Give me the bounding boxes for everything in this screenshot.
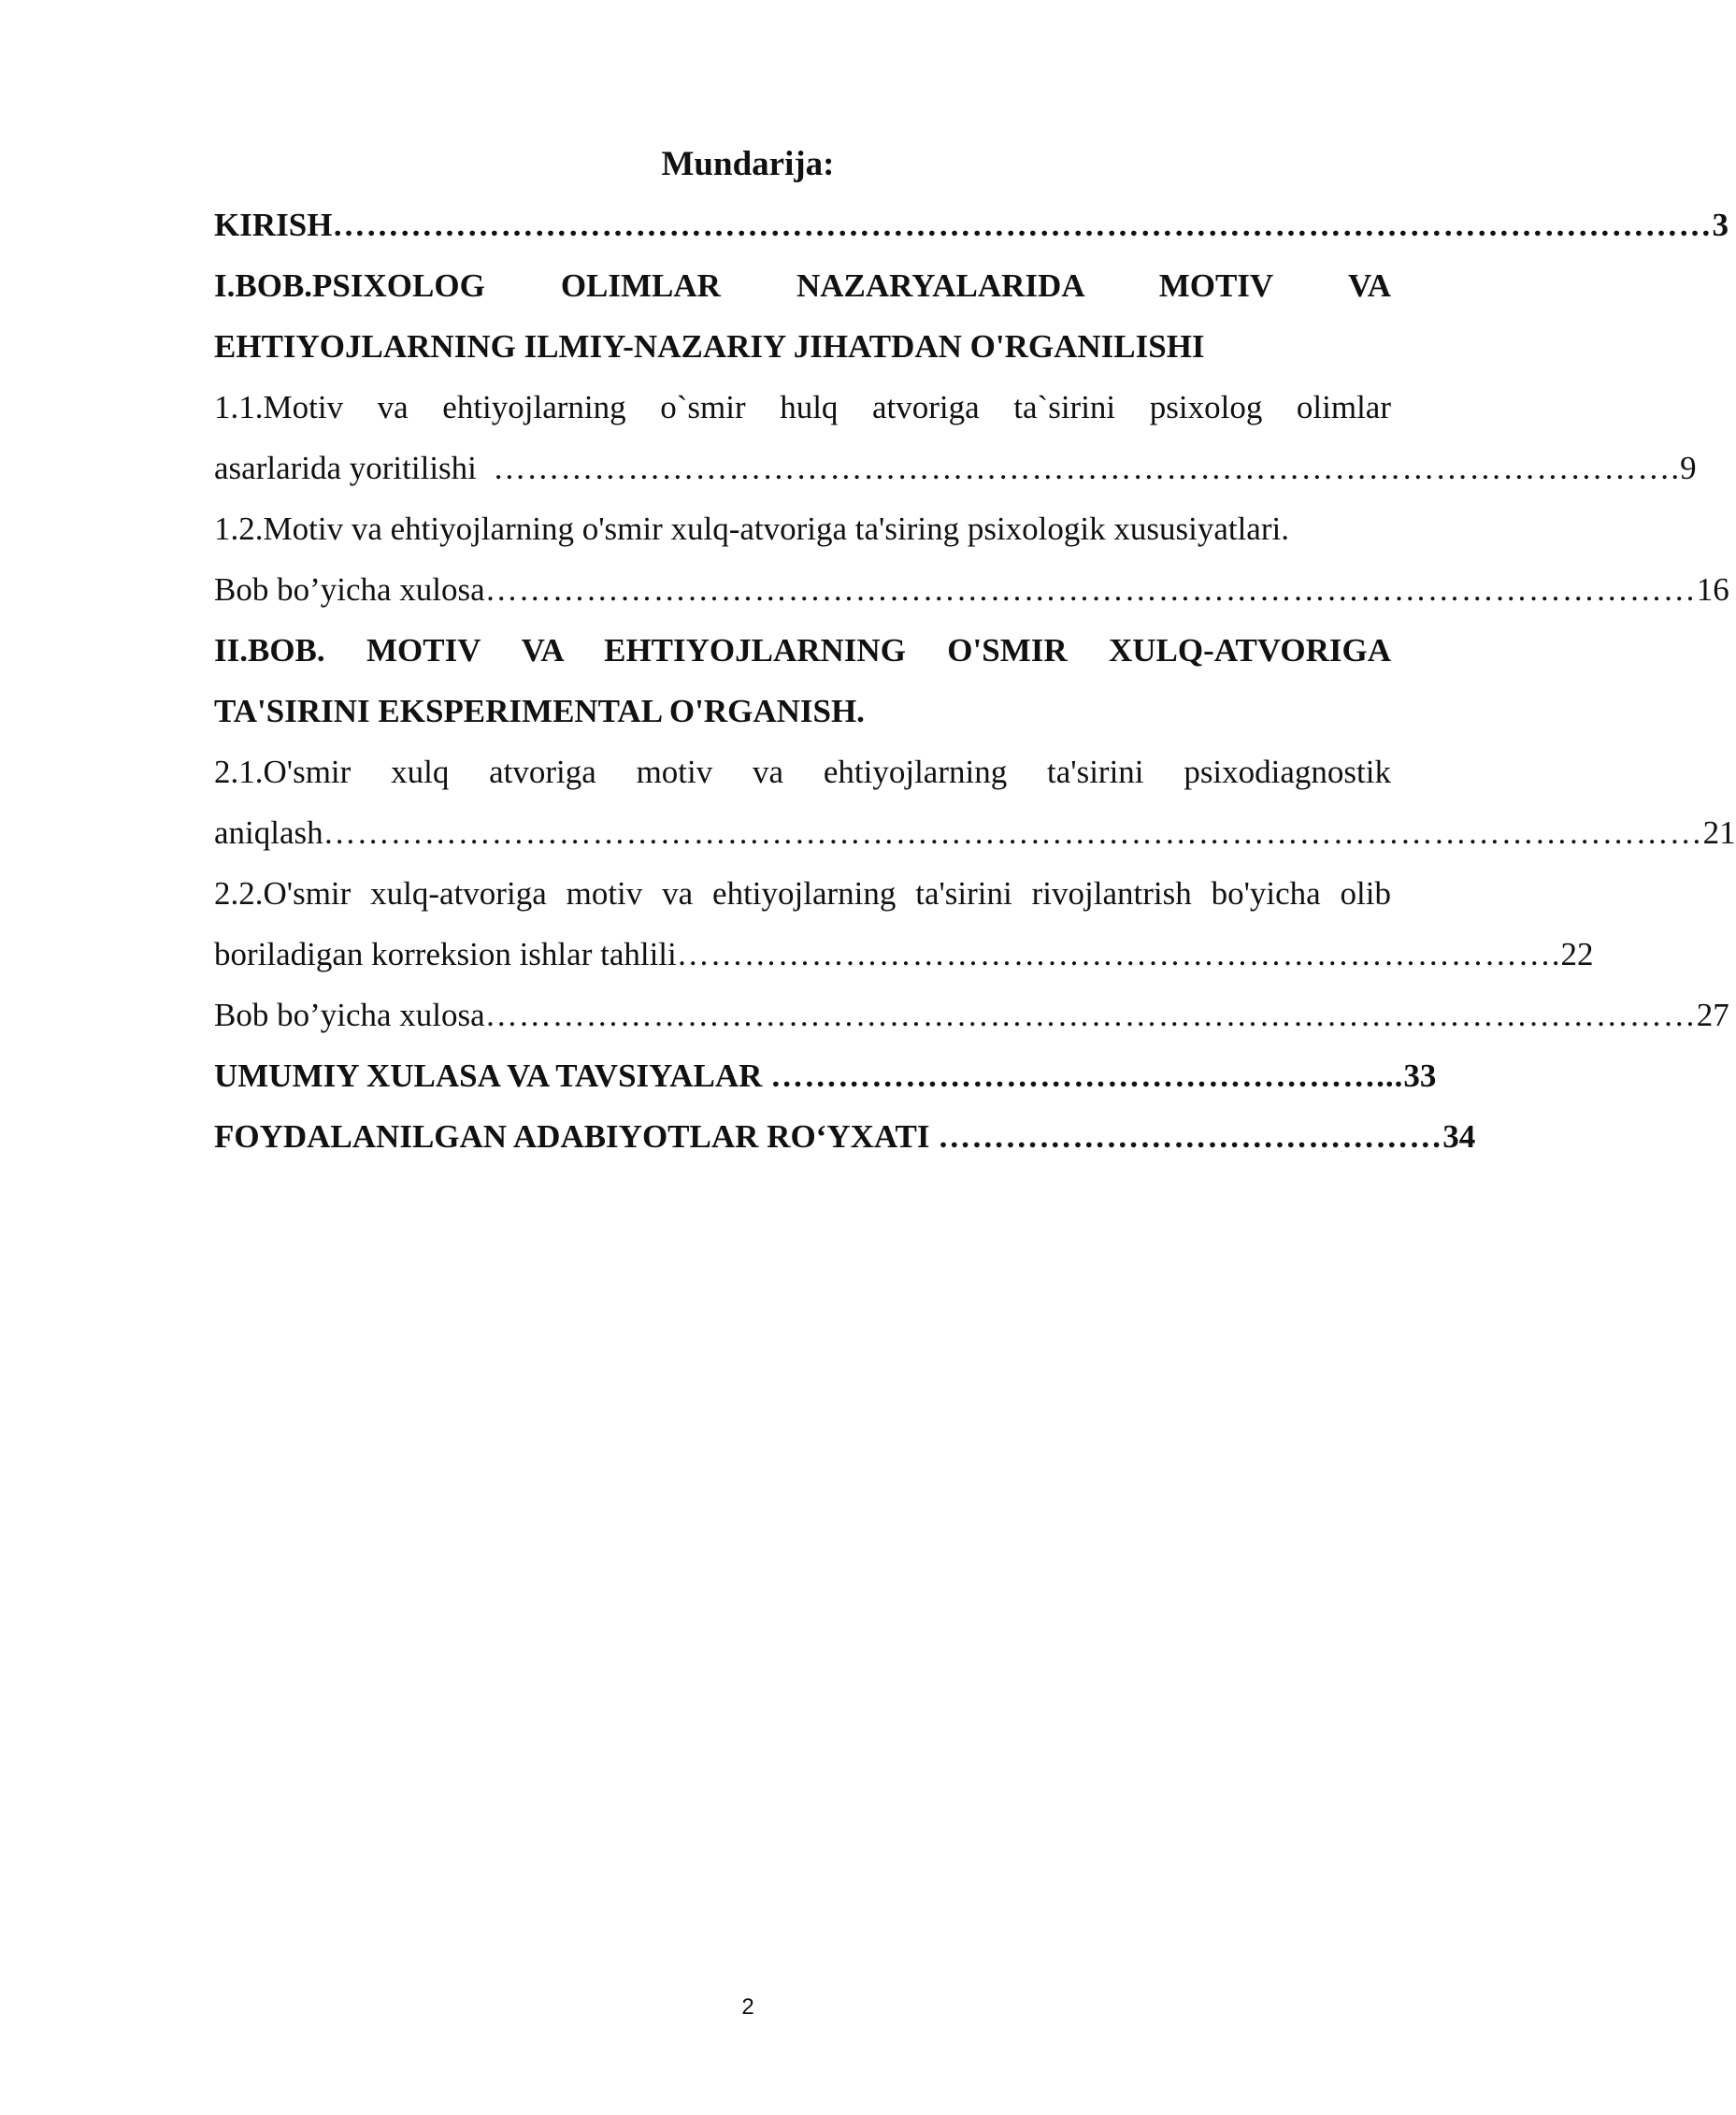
toc-leader-dots: …………………………………………………………………………………………………………… [323, 814, 1703, 851]
toc-leader-dots: ……………………………………………………………………. [676, 936, 1561, 972]
toc-page-number: 9 [1680, 450, 1697, 486]
toc-chapter-1-conclusion[interactable] [214, 559, 1729, 620]
toc-section-1-1-cont[interactable] [214, 438, 1697, 498]
toc-leader-dots: ……………………………………………………………………………………………. [493, 450, 1681, 486]
toc-entry-label: KIRISH [214, 207, 333, 243]
toc-entry-general-conclusion[interactable] [214, 1045, 1437, 1106]
toc-leader-dots: ……………………………………………………………………………………………… [484, 571, 1697, 608]
toc-leader-dots: ………………………………………………... [770, 1058, 1404, 1094]
toc-page-number: 33 [1403, 1058, 1437, 1094]
toc-entry-label: Bob bo’yicha xulosa [214, 571, 485, 608]
toc-entry-label: asarlarida yoritilishi [214, 450, 494, 486]
toc-chapter-2-title-cont[interactable]: TA'SIRINI EKSPERIMENTAL O'RGANISH. [214, 693, 865, 729]
toc-leader-dots: ……………………………………………………………………………………………… [484, 997, 1697, 1033]
toc-page-number: 3 [1712, 207, 1729, 243]
toc-entry-references[interactable] [214, 1106, 1476, 1167]
toc-section-1-2[interactable]: 1.2.Motiv va ehtiyojlarning o'smir xulq-atvoriga ta'siring psixologik xususiyatlari. [214, 511, 1289, 547]
toc-chapter-2-title[interactable]: II.BOB. MOTIV VA EHTIYOJLARNING O'SMIR XULQ-ATVORIGA [214, 632, 1391, 669]
toc-page-number: 22 [1560, 936, 1594, 972]
toc-page-number: 27 [1696, 997, 1729, 1033]
toc-section-2-2[interactable]: 2.2.O'smir xulq-atvoriga motiv va ehtiyojlarning ta'sirini rivojlantrish bo'yicha olib [214, 875, 1391, 912]
toc-entry-label: UMUMIY XULASA VA TAVSIYALAR [214, 1058, 771, 1094]
toc-chapter-1-title[interactable]: I.BOB.PSIXOLOG OLIMLAR NAZARYALARIDA MOTIV VA [214, 267, 1391, 304]
toc-chapter-2-conclusion[interactable] [214, 985, 1729, 1045]
toc-entry-kirish[interactable] [214, 194, 1729, 255]
toc-page-number: 21 [1702, 814, 1736, 851]
toc-entry-label: Bob bo’yicha xulosa [214, 997, 485, 1033]
toc-section-2-1-cont[interactable] [214, 802, 1736, 863]
toc-leader-dots: …………………………………………………………………………………………………………… [332, 207, 1713, 243]
page-number: 2 [741, 1994, 754, 2020]
toc-section-2-1[interactable]: 2.1.O'smir xulq atvoriga motiv va ehtiyojlarning ta'sirini psixodiagnostik [214, 754, 1391, 790]
toc-page-number: 16 [1696, 571, 1729, 608]
toc-leader-dots: ……………………………………… [938, 1118, 1443, 1155]
table-of-contents [214, 194, 1736, 1167]
toc-page-number: 34 [1442, 1118, 1476, 1155]
toc-section-2-2-cont[interactable] [214, 924, 1594, 985]
toc-chapter-1-title-cont[interactable]: EHTIYOJLARNING ILMIY-NAZARIY JIHATDAN O'RGANILISHI [214, 328, 1205, 365]
toc-entry-label: aniqlash [214, 814, 323, 851]
toc-section-1-1[interactable]: 1.1.Motiv va ehtiyojlarning o`smir hulq atvoriga ta`sirini psixolog olimlar [214, 389, 1391, 425]
toc-heading: Mundarija: [661, 145, 835, 183]
toc-entry-label: boriladigan korreksion ishlar tahlili [214, 936, 677, 972]
toc-entry-label: FOYDALANILGAN ADABIYOTLAR RO‘YXATI [214, 1118, 939, 1155]
